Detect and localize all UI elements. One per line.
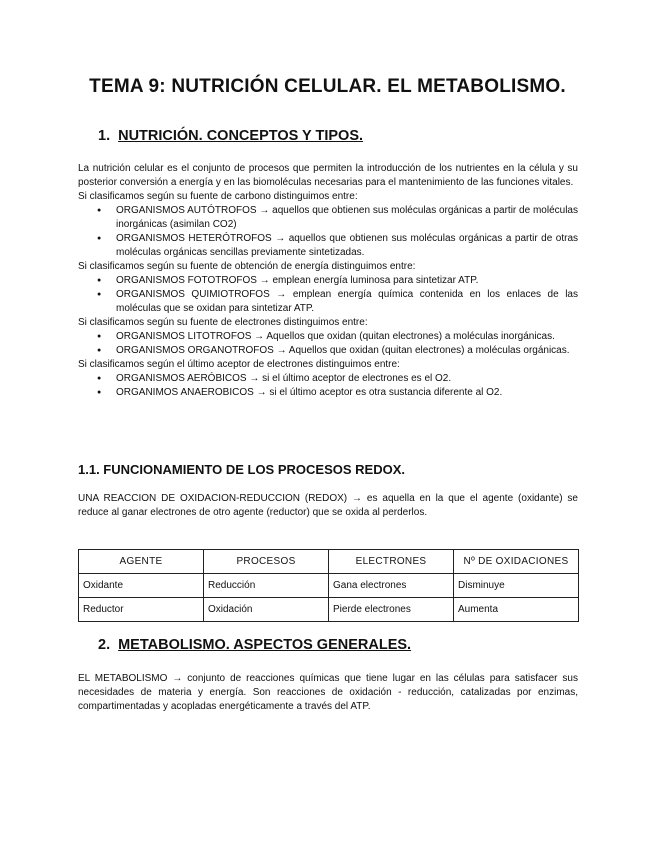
electron-acceptor-lead: Si clasificamos según el último aceptor de electrones distinguimos entre:	[78, 359, 400, 370]
list-item: ● ORGANISMOS AUTÓTROFOS → aquellos que obtienen sus moléculas orgánicas a partir de moléculas inorgánicas (asimilan CO2)	[78, 204, 578, 232]
table-cell: Pierde electrones	[329, 598, 454, 622]
column-header: ELECTRONES	[329, 550, 454, 574]
carbon-source-lead: Si clasificamos según su fuente de carbono distinguimos entre:	[78, 191, 358, 202]
section-1-heading	[98, 128, 363, 144]
section-1-body	[78, 162, 578, 400]
section-1-1-heading: 1.1. FUNCIONAMIENTO DE LOS PROCESOS REDOX.	[78, 462, 405, 477]
table-row	[79, 598, 579, 622]
energy-source-list	[78, 274, 578, 316]
section-2-number: 2.	[98, 637, 111, 653]
section-2-heading	[98, 637, 411, 653]
table-row	[79, 574, 579, 598]
table-cell: Reductor	[79, 598, 204, 622]
list-item: ● ORGANISMOS QUIMIOTROFOS → emplean energía química contenida en los enlaces de las moléculas que se oxidan para sintetizar ATP.	[78, 288, 578, 316]
section-1-title: NUTRICIÓN. CONCEPTOS Y TIPOS.	[118, 128, 364, 144]
electron-source-lead: Si clasificamos según su fuente de electrones distinguimos entre:	[78, 317, 368, 328]
section-2-body	[78, 672, 578, 714]
table-cell: Aumenta	[454, 598, 579, 622]
list-item: ● ORGANISMOS ORGANOTROFOS → Aquellos que oxidan (quitan electrones) a moléculas orgánicas.	[78, 344, 578, 358]
table-header-row	[79, 550, 579, 574]
column-header: PROCESOS	[204, 550, 329, 574]
list-item: ● ORGANIMOS ANAEROBICOS → si el último aceptor es otra sustancia diferente al O2.	[78, 386, 578, 400]
metabolism-definition: EL METABOLISMO → conjunto de reacciones químicas que tiene lugar en las células para satisfacer sus necesidades de materia y energía. Son reacciones de oxidación - reducción, catalizadas por enzimas, compartimentadas y acopladas energéticamente a través del ATP.	[78, 673, 578, 712]
list-item: ● ORGANISMOS LITOTROFOS → Aquellos que oxidan (quitan electrones) a moléculas inorgánicas.	[78, 330, 578, 344]
redox-table	[78, 549, 579, 622]
electron-acceptor-list	[78, 372, 578, 400]
list-item: ● ORGANISMOS HETERÓTROFOS → aquellos que obtienen sus moléculas orgánicas a partir de otras moléculas orgánicas sencillas previamente sintetizadas.	[78, 232, 578, 260]
list-item: ● ORGANISMOS AERÓBICOS → si el último aceptor de electrones es el O2.	[78, 372, 578, 386]
column-header: AGENTE	[79, 550, 204, 574]
redox-definition: UNA REACCION DE OXIDACION-REDUCCION (REDOX) → es aquella en la que el agente (oxidante) se reduce al ganar electrones de otro agente (reductor) que se oxida al perderlos.	[78, 493, 578, 518]
table-cell: Oxidante	[79, 574, 204, 598]
table-cell: Gana electrones	[329, 574, 454, 598]
energy-source-lead: Si clasificamos según su fuente de obtención de energía distinguimos entre:	[78, 261, 416, 272]
list-item: ● ORGANISMOS FOTOTROFOS → emplean energía luminosa para sintetizar ATP.	[78, 274, 578, 288]
carbon-source-list	[78, 204, 578, 260]
section-2-title: METABOLISMO. ASPECTOS GENERALES.	[118, 637, 412, 653]
table-cell: Oxidación	[204, 598, 329, 622]
table-cell: Disminuye	[454, 574, 579, 598]
electron-source-list	[78, 330, 578, 358]
table-cell: Reducción	[204, 574, 329, 598]
nutrition-intro: La nutrición celular es el conjunto de procesos que permiten la introducción de los nutrientes en la célula y su posterior conversión a energía y en las biomoléculas necesarias para el mantenimiento de las funciones vitales.	[78, 163, 578, 188]
document-title: TEMA 9: NUTRICIÓN CELULAR. EL METABOLISMO.	[89, 76, 566, 97]
column-header: Nº DE OXIDACIONES	[454, 550, 579, 574]
section-1-1-body	[78, 492, 578, 520]
section-1-number: 1.	[98, 128, 111, 144]
